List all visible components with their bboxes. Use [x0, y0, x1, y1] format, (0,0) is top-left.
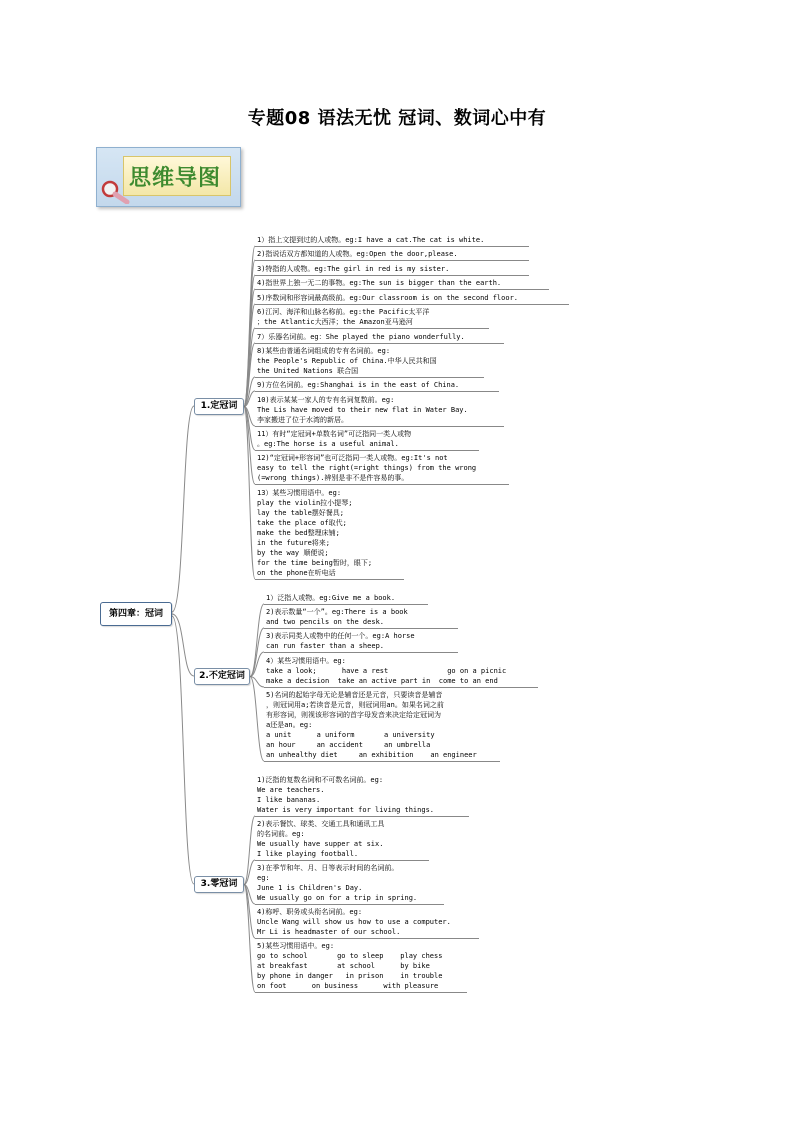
- branch-indefinite-article: 2.不定冠词: [194, 668, 250, 685]
- leaf-item: 1）泛指人或物。eg:Give me a book.: [264, 592, 428, 605]
- leaf-item: 5)名词的起始字母无论是辅音还是元音，只要读音是辅音 ，则冠词用a;若读音是元音，则冠词用an。如果名词之前 有形容词，则视该形容词的首字母发音来决定给定冠词为 a还是an。eg: a unit a uniform a university an hour an accident an umbrella an unhealthy diet an exhibition an engineer: [264, 689, 500, 762]
- leaf-item: 6)江河、海洋和山脉名称前。eg:the Pacific太平洋 ；the Atlantic大西洋；the Amazon亚马逊河: [255, 306, 489, 329]
- branch-zero-article: 3.零冠词: [194, 876, 244, 893]
- leaf-item: 3)特指的人或物。eg:The girl in red is my sister.: [255, 263, 529, 276]
- leaf-item: 7）乐器名词前。eg：She played the piano wonderfully.: [255, 331, 504, 344]
- leaf-item: 4）某些习惯用语中。eg: take a look; have a rest go on a picnic make a decision take an active part in come to an end: [264, 655, 538, 688]
- leaf-connector: [244, 885, 255, 993]
- leaf-item: 9)方位名词前。eg:Shanghai is in the east of China.: [255, 379, 499, 392]
- leaf-item: 13）某些习惯用语中。eg: play the violin拉小提琴; lay the table摆好餐具; take the place of取代; make the bed整理床铺; in the future将来; by the way 顺便说; for the time being暂时，眼下; on the phone在听电话: [255, 487, 404, 580]
- leaf-connector: [244, 407, 255, 485]
- leaf-item: 4)指世界上独一无二的事物。eg:The sun is bigger than the earth.: [255, 277, 549, 290]
- leaf-item: 1)泛指的复数名词和不可数名词前。eg: We are teachers. I like bananas. Water is very important for living things.: [255, 774, 469, 817]
- leaf-item: 10)表示某某一家人的专有名词复数前。eg: The Lis have moved to their new flat in Water Bay. 李家搬进了位于水湾的新居。: [255, 394, 504, 427]
- leaf-item: 4)称呼、职务或头衔名词前。eg: Uncle Wang will show us how to use a computer. Mr Li is headmaster of our school.: [255, 906, 479, 939]
- badge-label: 思维导图: [129, 166, 222, 191]
- root-node: 第四章：冠词: [100, 602, 172, 626]
- leaf-item: 5)序数词和形容词最高级前。eg:Our classroom is on the second floor.: [255, 292, 569, 305]
- leaf-item: 11）有时“定冠词+单数名词”可泛指同一类人或物 。eg:The horse is a useful animal.: [255, 428, 479, 451]
- branch-definite-article: 1.定冠词: [194, 398, 244, 415]
- leaf-connector: [250, 677, 264, 762]
- leaf-item: 5)某些习惯用语中。eg: go to school go to sleep play chess at breakfast at school by bike by phone in danger in prison in trouble on foot on business with pleasure: [255, 940, 467, 993]
- leaf-item: 12)“定冠词+形容词”也可泛指同一类人或物。eg:It's not easy to tell the right(=right things) from the wrong (=wrong things).辨别是非不是件容易的事。: [255, 452, 509, 485]
- leaf-item: 1）指上文提到过的人或物。eg:I have a cat.The cat is white.: [255, 234, 529, 247]
- leaf-item: 2)指说话双方都知道的人或物。eg:Open the door,please.: [255, 248, 529, 261]
- leaf-item: 3)在季节和年、月、日等表示时间的名词前。 eg: June 1 is Children's Day. We usually go on for a trip in spring.: [255, 862, 444, 905]
- page-title: 专题08 语法无忧 冠词、数词心中有: [247, 108, 547, 129]
- leaf-item: 3)表示同类人或物中的任何一个。eg:A horse can run faster than a sheep.: [264, 630, 458, 653]
- leaf-item: 8)某些由普通名词组成的专有名词前。eg: the People's Republic of China.中华人民共和国 the United Nations 联合国: [255, 345, 484, 378]
- leaf-connector: [244, 407, 255, 580]
- leaf-item: 2)表示餐饮、球类、交通工具和通讯工具 的名词前。eg: We usually have supper at six. I like playing football.: [255, 818, 429, 861]
- leaf-item: 2)表示数量“一个”。eg:There is a book and two pencils on the desk.: [264, 606, 458, 629]
